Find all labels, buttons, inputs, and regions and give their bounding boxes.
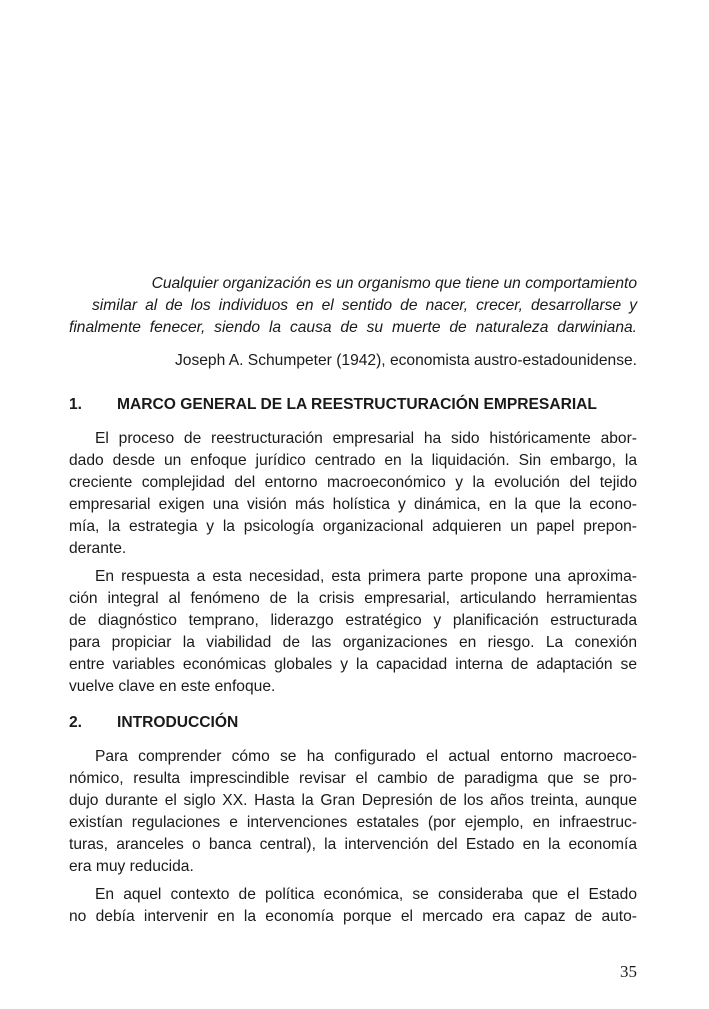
body-line: En respuesta a esta necesidad, esta primera parte propone una aproxima- [95, 568, 637, 585]
book-page [69, 0, 637, 1009]
body-line: de diagnóstico temprano, liderazgo estratégico y planificación estructurada [69, 612, 637, 629]
body-line: mía, la estrategia y la psicología organizacional adquieren un papel prepon- [69, 518, 637, 535]
section-title: MARCO GENERAL DE LA REESTRUCTURACIÓN EMPRESARIAL [117, 396, 597, 413]
body-line: derante. [69, 540, 127, 557]
body-line: dado desde un enfoque jurídico centrado en la liquidación. Sin embargo, la [69, 452, 637, 469]
section-title: INTRODUCCIÓN [117, 714, 239, 731]
epigraph-line: similar al de los individuos en el sentido de nacer, crecer, desarrollarse y [92, 297, 637, 314]
body-line: era muy reducida. [69, 858, 194, 875]
body-line: para propiciar la viabilidad de las organizaciones en riesgo. La conexión [69, 634, 637, 651]
body-line: En aquel contexto de política económica, se consideraba que el Estado [95, 886, 637, 903]
body-line: existían regulaciones e intervenciones estatales (por ejemplo, en infraestruc- [69, 814, 637, 831]
body-line: El proceso de reestructuración empresarial ha sido históricamente abor- [95, 430, 637, 447]
body-line: no debía intervenir en la economía porque el mercado era capaz de auto- [69, 908, 637, 925]
body-line: turas, aranceles o banca central), la intervención del Estado en la economía [69, 836, 637, 853]
epigraph-line: finalmente fenecer, siendo la causa de su muerte de naturaleza darwiniana. [69, 319, 637, 336]
section-number: 2. [69, 714, 83, 731]
body-line: dujo durante el siglo XX. Hasta la Gran Depresión de los años treinta, aunque [69, 792, 637, 809]
epigraph-attribution: Joseph A. Schumpeter (1942), economista austro-estadounidense. [174, 352, 637, 369]
body-line: creciente complejidad del entorno macroeconómico y la evolución del tejido [69, 474, 637, 491]
body-line: Para comprender cómo se ha configurado el actual entorno macroeco- [95, 748, 637, 765]
page-number: 35 [620, 962, 637, 981]
body-line: vuelve clave en este enfoque. [69, 678, 276, 695]
body-line: entre variables económicas globales y la capacidad interna de adaptación se [69, 656, 637, 673]
body-line: ción integral al fenómeno de la crisis empresarial, articulando herramientas [69, 590, 637, 607]
body-line: empresarial exigen una visión más holística y dinámica, en la que la econo- [69, 496, 637, 513]
section-number: 1. [69, 396, 83, 413]
body-line: nómico, resulta imprescindible revisar el cambio de paradigma que se pro- [69, 770, 637, 787]
epigraph-line: Cualquier organización es un organismo que tiene un comportamiento [151, 275, 637, 292]
